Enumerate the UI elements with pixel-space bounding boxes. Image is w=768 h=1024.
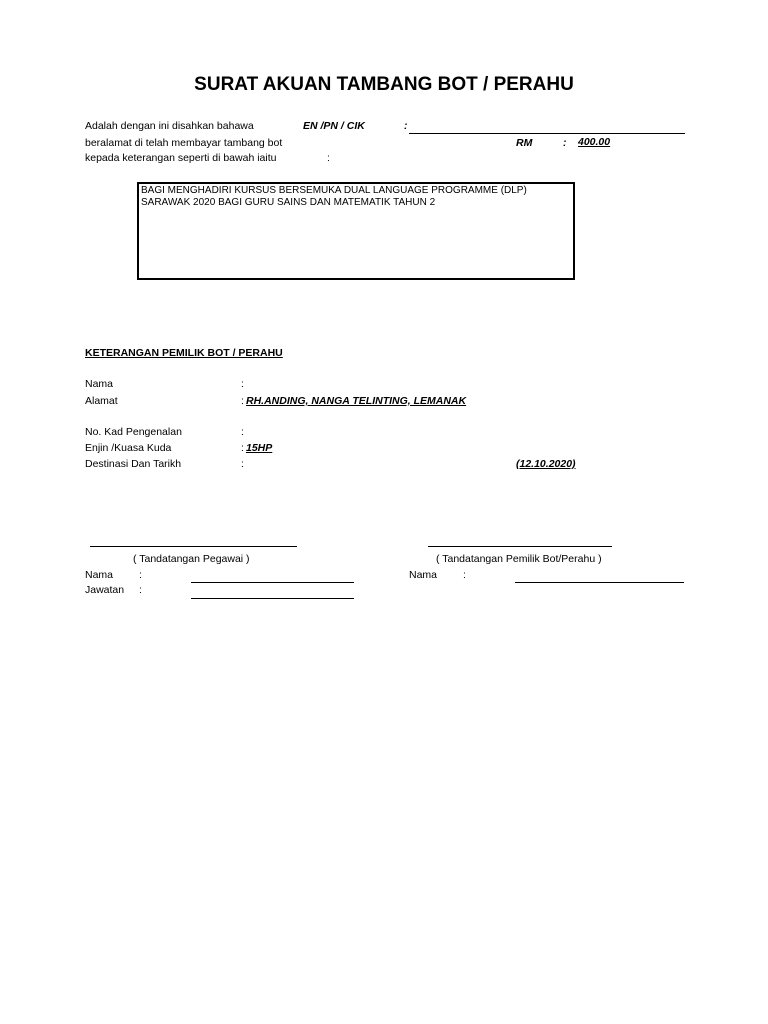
field-engine-colon: : <box>241 442 244 454</box>
honorific-colon: : <box>404 120 408 132</box>
amount-value: 400.00 <box>578 136 611 148</box>
officer-name-colon: : <box>139 569 142 581</box>
officer-position-line <box>191 598 354 599</box>
field-ic-label: No. Kad Pengenalan <box>85 426 182 438</box>
rm-label: RM <box>516 137 533 149</box>
owner-name-line <box>515 582 684 583</box>
purpose-box: BAGI MENGHADIRI KURSUS BERSEMUKA DUAL LANGUAGE PROGRAMME (DLP) SARAWAK 2020 BAGI GURU SAINS DAN MATEMATIK TAHUN 2 <box>137 182 575 280</box>
field-destination-colon: : <box>241 458 244 470</box>
address-text: beralamat di telah membayar tambang bot <box>85 137 283 149</box>
field-nama-colon: : <box>241 378 244 390</box>
officer-position-label: Jawatan <box>85 584 125 596</box>
details-colon: : <box>327 152 330 164</box>
officer-signature-caption: ( Tandatangan Pegawai ) <box>133 553 250 565</box>
owner-name-colon: : <box>463 569 466 581</box>
field-engine-label: Enjin /Kuasa Kuda <box>85 442 172 454</box>
field-engine-value: 15HP <box>246 442 273 454</box>
field-alamat-colon: : <box>241 395 244 407</box>
officer-signature-line <box>90 546 297 547</box>
certify-text: Adalah dengan ini disahkan bahawa <box>85 120 254 132</box>
officer-name-line <box>191 582 354 583</box>
honorific-label: EN /PN / CIK <box>303 120 365 132</box>
officer-position-colon: : <box>139 584 142 596</box>
owner-signature-caption: ( Tandatangan Pemilik Bot/Perahu ) <box>436 553 602 565</box>
field-ic-colon: : <box>241 426 244 438</box>
rm-colon: : <box>563 137 567 149</box>
officer-name-label: Nama <box>85 569 114 581</box>
owner-section-heading: KETERANGAN PEMILIK BOT / PERAHU <box>85 347 283 359</box>
field-nama-label: Nama <box>85 378 114 390</box>
field-destination-label: Destinasi Dan Tarikh <box>85 458 182 470</box>
field-alamat-label: Alamat <box>85 395 118 407</box>
document-title: SURAT AKUAN TAMBANG BOT / PERAHU <box>194 74 574 95</box>
details-text: kepada keterangan seperti di bawah iaitu <box>85 152 277 164</box>
payer-name-line <box>409 133 685 134</box>
field-alamat-value: RH.ANDING, NANGA TELINTING, LEMANAK <box>246 395 467 407</box>
field-destination-value: (12.10.2020) <box>516 458 576 470</box>
owner-name-label: Nama <box>409 569 438 581</box>
owner-signature-line <box>428 546 612 547</box>
